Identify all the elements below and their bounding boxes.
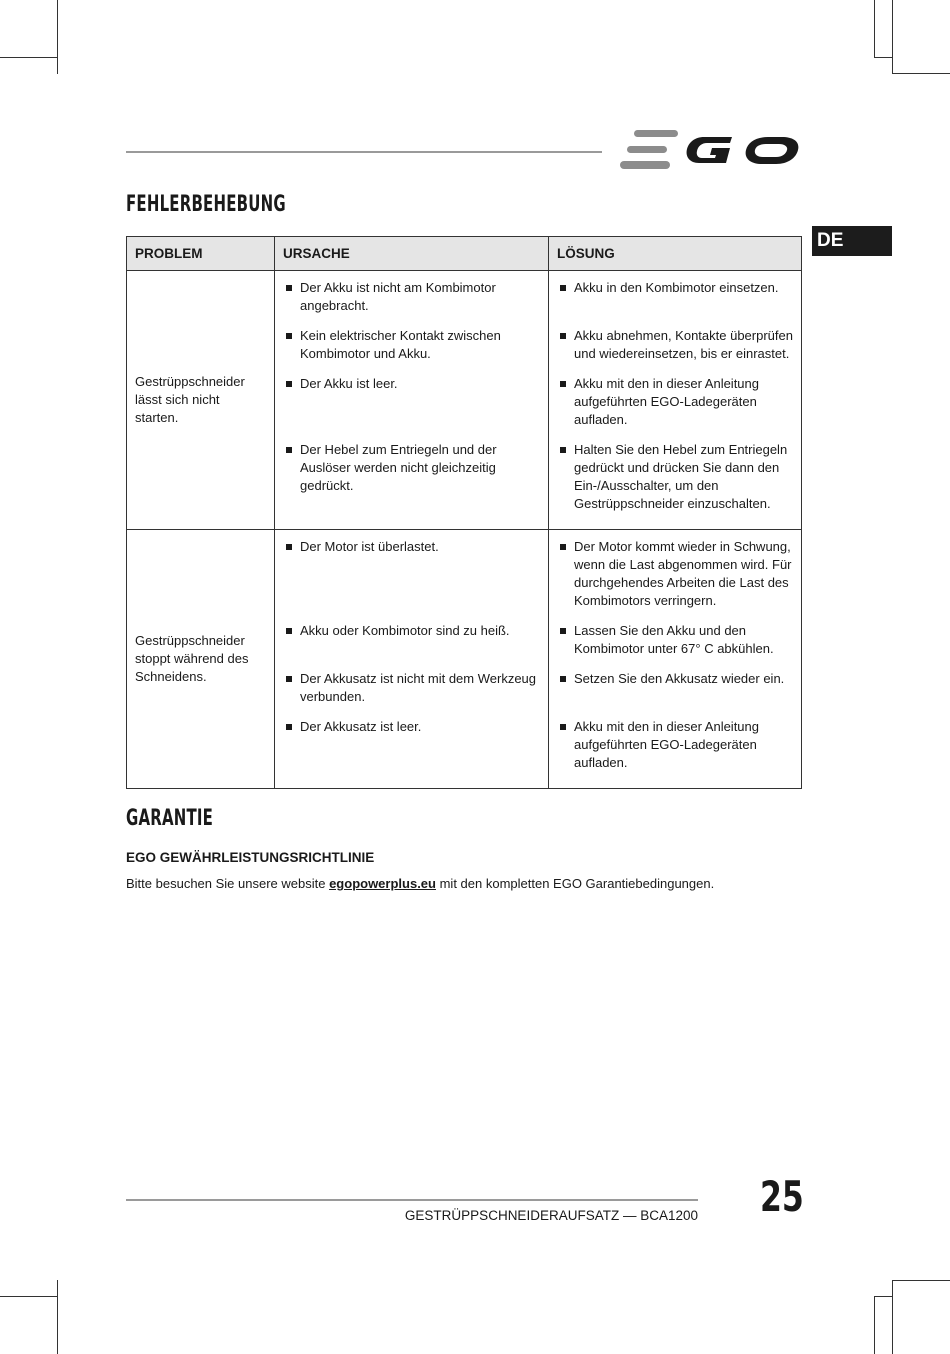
table-row — [127, 271, 802, 530]
problem-cell: Gestrüppschneider lässt sich nicht starten. — [127, 271, 275, 530]
cause-item: Akku oder Kombimotor sind zu heiß. — [285, 622, 542, 658]
solution-item: Akku mit den in dieser Anleitung aufgeführten EGO-Ladegeräten aufladen. — [559, 718, 795, 772]
crop-mark — [875, 1296, 893, 1297]
cause-item: Der Akku ist leer. — [285, 375, 542, 429]
table-row — [127, 530, 802, 789]
warranty-text — [126, 876, 714, 891]
column-header-solution: LÖSUNG — [549, 237, 802, 271]
footer-rule — [126, 1199, 698, 1201]
crop-mark — [57, 0, 58, 74]
table-header-row — [127, 237, 802, 271]
crop-mark — [875, 57, 893, 58]
crop-mark — [892, 1280, 893, 1354]
header-rule — [126, 151, 602, 153]
crop-mark — [874, 0, 875, 58]
cause-item: Kein elektrischer Kontakt zwischen Kombimotor und Akku. — [285, 327, 542, 363]
solution-item: Akku in den Kombimotor einsetzen. — [559, 279, 795, 315]
crop-mark — [57, 1280, 58, 1354]
solution-cell — [549, 271, 802, 530]
cause-item: Der Hebel zum Entriegeln und der Auslöser werden nicht gleichzeitig gedrückt. — [285, 441, 542, 495]
cause-item: Der Motor ist überlastet. — [285, 538, 542, 610]
crop-mark — [892, 0, 893, 74]
warranty-subtitle: EGO GEWÄHRLEISTUNGSRICHTLINIE — [126, 850, 375, 865]
website-link[interactable]: egopowerplus.eu — [329, 876, 436, 891]
page-number: 25 — [760, 1172, 804, 1221]
cause-item: Der Akku ist nicht am Kombimotor angebracht. — [285, 279, 542, 315]
footer-product-name: GESTRÜPPSCHNEIDERAUFSATZ — BCA1200 — [404, 1208, 698, 1223]
crop-mark — [892, 1280, 950, 1281]
solution-item: Der Motor kommt wieder in Schwung, wenn die Last abgenommen wird. Für durchgehendes Arbeiten die Last des Kombimotors verringern. — [559, 538, 795, 610]
column-header-problem: PROBLEM — [127, 237, 275, 271]
solution-item: Setzen Sie den Akkusatz wieder ein. — [559, 670, 795, 706]
solution-item: Akku abnehmen, Kontakte überprüfen und wiedereinsetzen, bis er einrastet. — [559, 327, 795, 363]
solution-item: Akku mit den in dieser Anleitung aufgeführten EGO-Ladegeräten aufladen. — [559, 375, 795, 429]
solution-item: Lassen Sie den Akku und den Kombimotor unter 67° C abkühlen. — [559, 622, 795, 658]
troubleshooting-table — [126, 236, 802, 789]
crop-mark — [0, 1296, 57, 1297]
cause-cell — [275, 271, 549, 530]
warranty-text-after: mit den kompletten EGO Garantiebedingungen. — [435, 876, 715, 891]
warranty-text-before: Bitte besuchen Sie unsere website — [126, 876, 330, 891]
cause-item: Der Akkusatz ist nicht mit dem Werkzeug verbunden. — [285, 670, 542, 706]
language-tab: DE — [812, 226, 892, 256]
solution-item: Halten Sie den Hebel zum Entriegeln gedrückt und drücken Sie dann den Ein-/Ausschalter, um den Gestrüppschneider einzuschalten. — [559, 441, 795, 513]
solution-cell — [549, 530, 802, 789]
crop-mark — [0, 57, 57, 58]
cause-item: Der Akkusatz ist leer. — [285, 718, 542, 772]
warranty-title: GARANTIE — [126, 806, 214, 831]
crop-mark — [874, 1296, 875, 1354]
column-header-cause: URSACHE — [275, 237, 549, 271]
troubleshooting-title: FEHLERBEHEBUNG — [126, 192, 286, 217]
cause-cell — [275, 530, 549, 789]
ego-logo — [616, 128, 800, 172]
crop-mark — [892, 73, 950, 74]
problem-cell: Gestrüppschneider stoppt während des Schneidens. — [127, 530, 275, 789]
